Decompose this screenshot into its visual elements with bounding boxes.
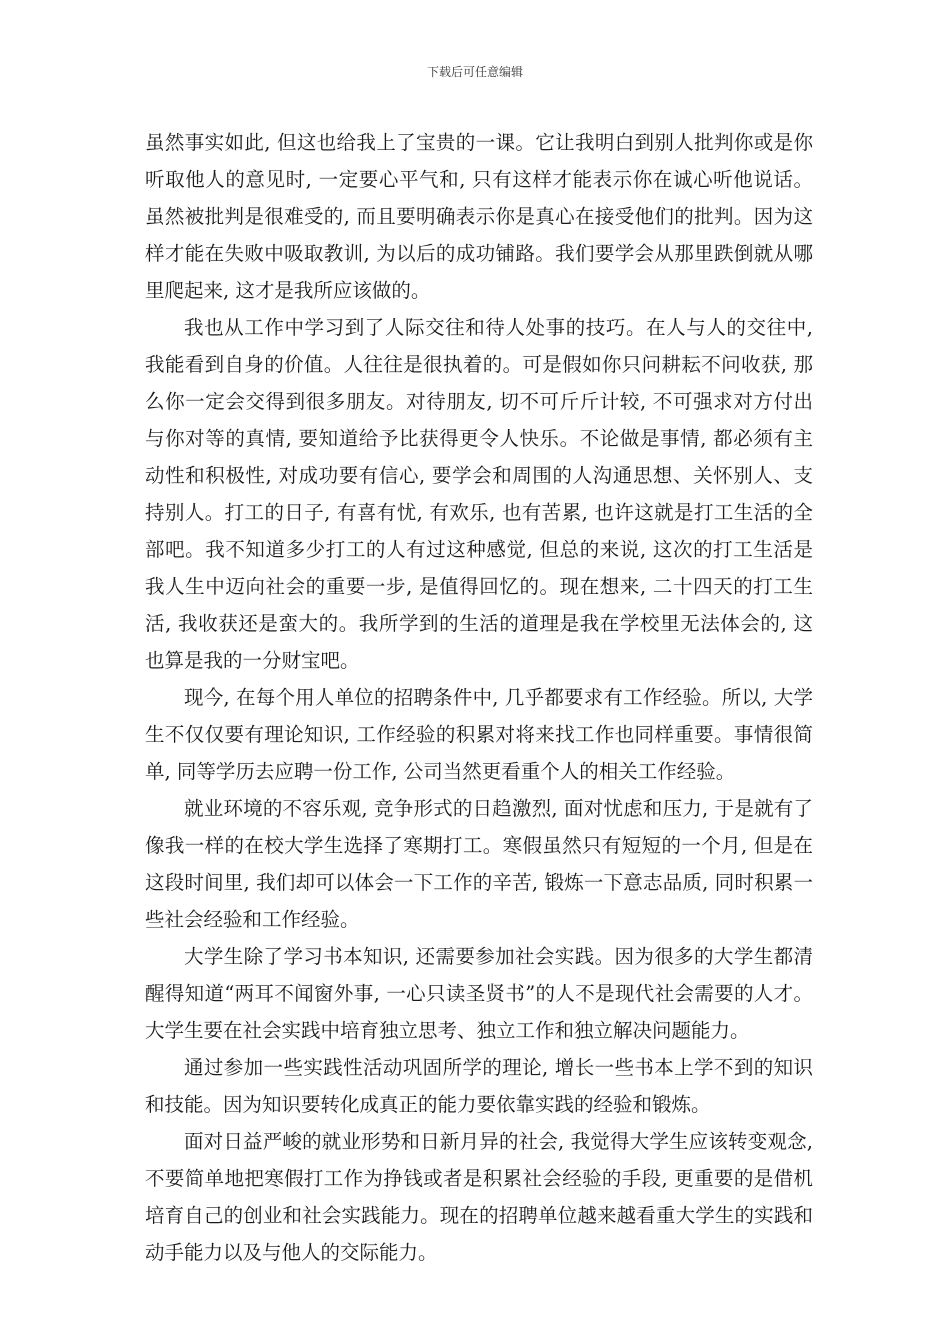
paragraph-5: 大学生除了学习书本知识, 还需要参加社会实践。因为很多的大学生都清醒得知道“两耳不闻窗外事, 一心只读圣贤书”的人不是现代社会需要的人才。大学生要在社会实践中培育独立思考、独立工作和独立解决问题能力。 xyxy=(145,945,813,1042)
page-header: 下载后可任意编辑 xyxy=(426,65,523,79)
paragraph-6: 通过参加一些实践性活动巩固所学的理论, 增长一些书本上学不到的知识和技能。因为知识要转化成真正的能力要依靠实践的经验和锻炼。 xyxy=(145,1056,813,1116)
paragraph-1: 虽然事实如此, 但这也给我上了宝贵的一课。它让我明白到别人批判你或是你听取他人的意见时, 一定要心平气和, 只有这样才能表示你在诚心听他说话。虽然被批判是很难受的, 而且要明确表示你是真心在接受他们的批判。因为这样才能在失败中吸取教训, 为以后的成功铺路。我们要学会从那里跌倒就从哪里爬起来, 这才是我所应该做的。 xyxy=(145,131,813,302)
paragraph-7: 面对日益严峻的就业形势和日新月异的社会, 我觉得大学生应该转变观念, 不要简单地把寒假打工作为挣钱或者是积累社会经验的手段, 更重要的是借机培育自己的创业和社会实践能力。现在的招聘单位越来越看重大学生的实践和动手能力以及与他人的交际能力。 xyxy=(145,1130,813,1264)
paragraph-4: 就业环境的不容乐观, 竞争形式的日趋激烈, 面对忧虑和压力, 于是就有了像我一样的在校大学生选择了寒期打工。寒假虽然只有短短的一个月, 但是在这段时间里, 我们却可以体会一下工作的辛苦, 锻炼一下意志品质, 同时积累一些社会经验和工作经验。 xyxy=(145,797,813,931)
paragraph-2: 我也从工作中学习到了人际交往和待人处事的技巧。在人与人的交往中, 我能看到自身的价值。人往往是很执着的。可是假如你只问耕耘不问收获, 那么你一定会交得到很多朋友。对待朋友, 切不可斤斤计较, 不可强求对方付出与你对等的真情, 要知道给予比获得更令人快乐。不论做是事情, 都必须有主动性和积极性, 对成功要有信心, 要学会和周围的人沟通思想、关怀别人、支持别人。打工的日子, 有喜有忧, 有欢乐, 也有苦累, 也许这就是打工生活的全部吧。我不知道多少打工的人有过这种感觉, 但总的来说, 这次的打工生活是我人生中迈向社会的重要一步, 是值得回忆的。现在想来, 二十四天的打工生活, 我收获还是蛮大的。我所学到的生活的道理是我在学校里无法体会的, 这也算是我的一分财宝吧。 xyxy=(145,316,813,672)
paragraph-3: 现今, 在每个用人单位的招聘条件中, 几乎都要求有工作经验。所以, 大学生不仅仅要有理论知识, 工作经验的积累对将来找工作也同样重要。事情很简单, 同等学历去应聘一份工作, 公司当然更看重个人的相关工作经验。 xyxy=(145,686,813,783)
document-body xyxy=(145,124,813,1271)
